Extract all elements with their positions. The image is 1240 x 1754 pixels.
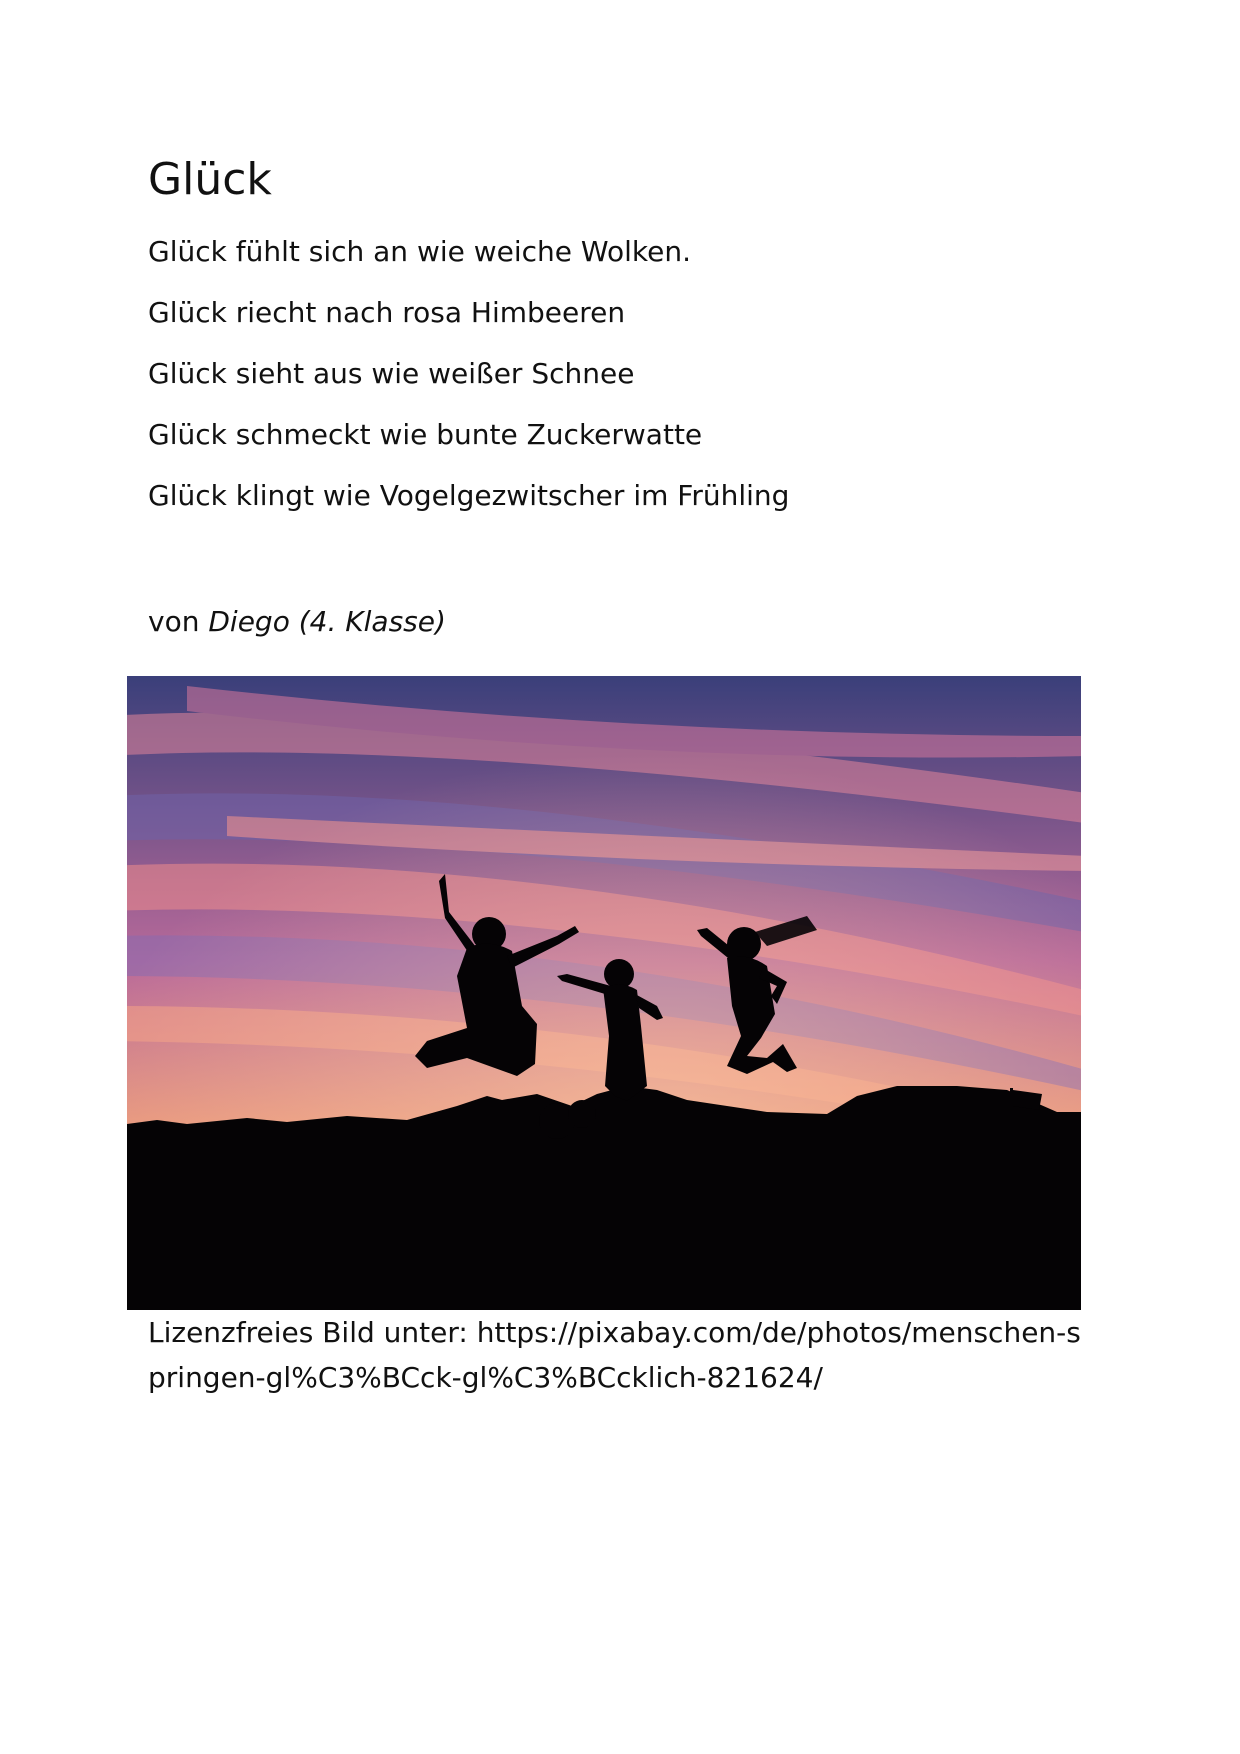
sunset-jump-photo — [127, 676, 1081, 1310]
caption-label: Lizenzfreies Bild unter: — [148, 1316, 468, 1349]
image-license-caption — [148, 1310, 1098, 1400]
author-prefix: von — [148, 605, 200, 638]
poem-line: Glück fühlt sich an wie weiche Wolken. — [148, 235, 691, 268]
poem-line: Glück sieht aus wie weißer Schnee — [148, 357, 635, 390]
author-name: Diego (4. Klasse) — [208, 605, 446, 638]
page-title: Glück — [148, 154, 272, 205]
poem-line: Glück riecht nach rosa Himbeeren — [148, 296, 626, 329]
poem-line: Glück schmeckt wie bunte Zuckerwatte — [148, 418, 703, 451]
poem-line: Glück klingt wie Vogelgezwitscher im Frühling — [148, 479, 790, 512]
caption-url[interactable]: https://pixabay.com/de/photos/menschen-springen-gl%C3%BCck-gl%C3%BCcklich-821624/ — [148, 1316, 1081, 1394]
author-credit — [148, 604, 446, 640]
poem — [148, 234, 789, 539]
